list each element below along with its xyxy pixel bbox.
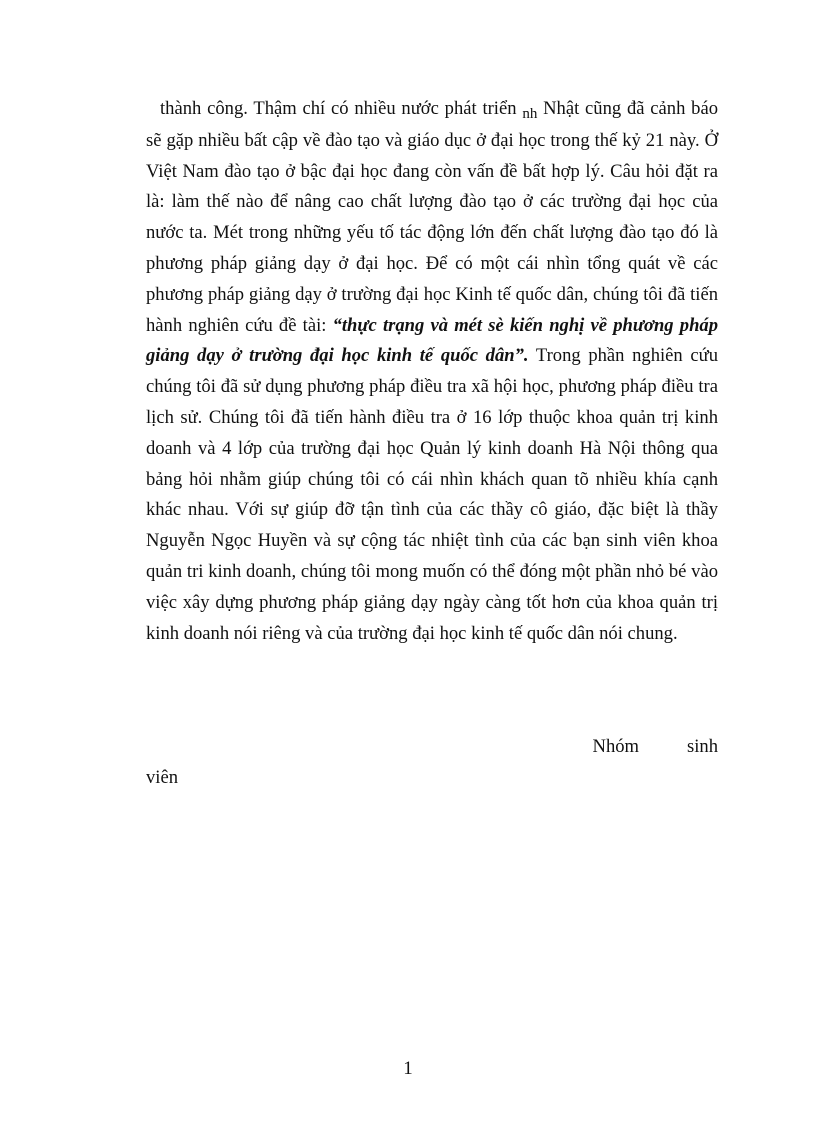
research-topic-title: “thực trạng và mét sè kiến nghị về phương pháp giảng dạy ở trường đại học kinh tế quốc dân”. [146, 314, 719, 367]
paragraph-text-part-1: thành công. Thậm chí có nhiều nước phát triển [160, 98, 523, 119]
paragraph-nh-fragment: nh [522, 106, 538, 122]
body-paragraph [146, 94, 718, 649]
page-number: 1 [403, 1058, 413, 1079]
paragraph-text-part-2: Nhật cũng đã cảnh báo sẽ gặp nhiều bất cập về đào tạo và giáo dục ở đại học trong thế kỷ 21 này. Ở Việt Nam đào tạo ở bậc đại học đang còn vấn đề bất hợp lý. Câu hỏi đặt ra là: làm thế nào để nâng cao chất lượng đào tạo ở các trường đại học của nước ta. Mét trong những yếu tố tác động lớn đến chất lượng đào tạo đó là phương pháp giảng dạy ở đại học. Để có một cái nhìn tổng quát về các phương pháp giảng dạy ở trường đại học Kinh tế quốc dân, chúng tôi đã tiến hành nghiên cứu đề tài: [146, 98, 719, 336]
signature-block [146, 732, 718, 794]
signature-line-2: viên [146, 766, 179, 788]
paragraph-text-part-3: Trong phần nghiên cứu chúng tôi đã sử dụng phương pháp điều tra xã hội học, phương pháp điều tra lịch sử. Chúng tôi đã tiến hành điều tra ở 16 lớp thuộc khoa quản trị kinh doanh và 4 lớp của trường đại học Quản lý kinh doanh Hà Nội thông qua bảng hỏi nhằm giúp chúng tôi có cái nhìn khách quan tõ nhiều khía cạnh khác nhau. Với sự giúp đỡ tận tình của các thầy cô giáo, đặc biệt là thầy Nguyễn Ngọc Huyền và sự cộng tác nhiệt tình của các bạn sinh viên khoa quản tri kinh doanh, chúng tôi mong muốn có thể đóng một phần nhỏ bé vào việc xây dựng phương pháp giảng dạy ngày càng tốt hơn của khoa quản trị kinh doanh nói riêng và của trường đại học kinh tế quốc dân nói chung. [146, 345, 719, 644]
signature-word-sinh: sinh [687, 736, 718, 757]
signature-word-nhom: Nhóm [592, 736, 639, 757]
signature-line-1 [146, 732, 718, 763]
